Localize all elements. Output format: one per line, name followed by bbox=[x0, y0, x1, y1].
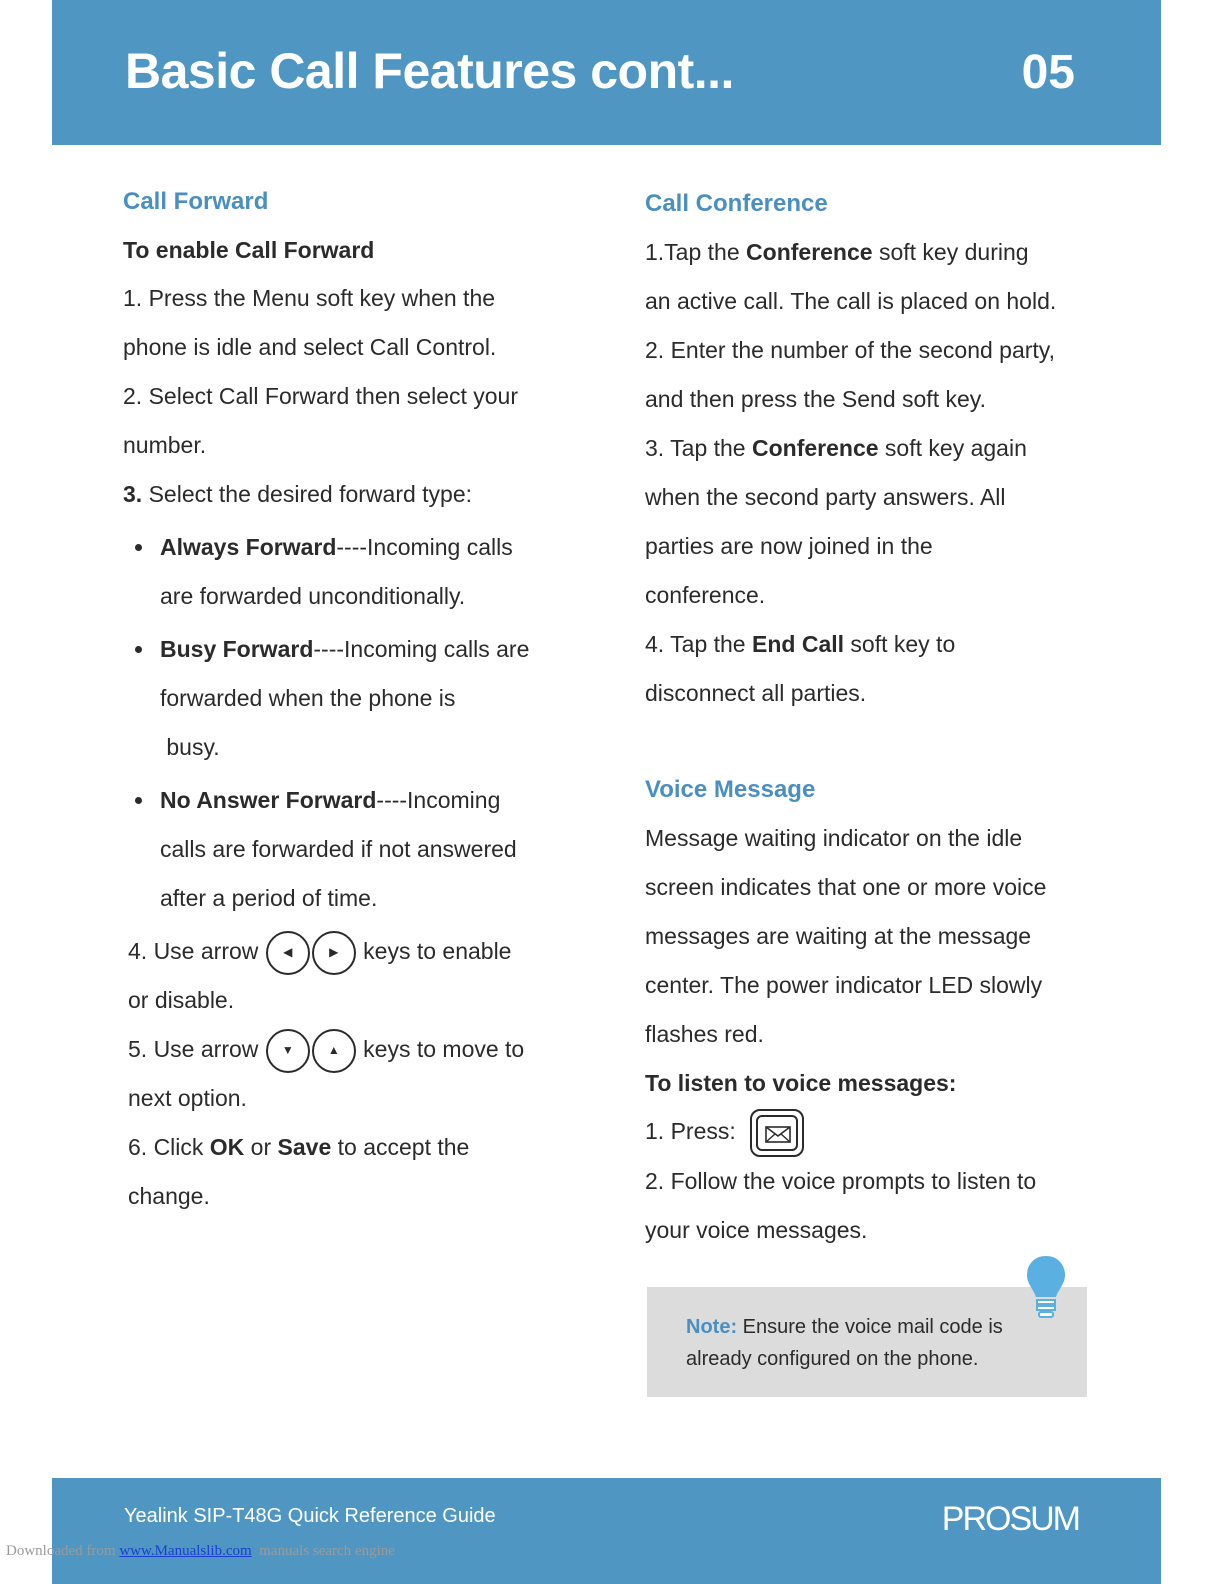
bullet-text: ----Incoming calls are bbox=[313, 636, 530, 662]
bullet-label: Busy Forward bbox=[160, 636, 314, 662]
step-text-span: or bbox=[244, 1134, 278, 1160]
envelope-icon bbox=[760, 1119, 796, 1149]
download-watermark bbox=[6, 1543, 395, 1560]
left-arrow-key-icon: ◀ bbox=[266, 931, 310, 975]
voice-message-title: Voice Message bbox=[645, 776, 816, 803]
conference-label: Conference bbox=[746, 239, 873, 265]
step-text: your voice messages. bbox=[645, 1216, 868, 1243]
call-conference-title: Call Conference bbox=[645, 190, 828, 217]
bullet-item bbox=[123, 625, 583, 772]
lightbulb-icon bbox=[1023, 1253, 1069, 1325]
step-text bbox=[123, 927, 583, 976]
bullet-text: ----Incoming bbox=[376, 787, 501, 813]
save-label: Save bbox=[277, 1134, 332, 1160]
bullet-label: No Answer Forward bbox=[160, 787, 377, 813]
right-arrow-key-icon: ▶ bbox=[312, 931, 356, 975]
step-text-span: soft key to bbox=[844, 631, 956, 657]
down-arrow-key-icon: ▼ bbox=[266, 1029, 310, 1073]
step-text: when the second party answers. All bbox=[645, 484, 1006, 510]
ok-label: OK bbox=[209, 1134, 245, 1160]
listen-voice-messages-heading: To listen to voice messages: bbox=[645, 1070, 957, 1096]
step-text: 2. Follow the voice prompts to listen to bbox=[645, 1167, 1037, 1194]
bullet-dot-icon bbox=[135, 544, 142, 551]
watermark-prefix: Downloaded from bbox=[6, 1543, 120, 1559]
bullet-text: calls are forwarded if not answered bbox=[160, 836, 517, 862]
step-text: number. bbox=[123, 432, 207, 458]
step-text-span: to accept the bbox=[331, 1134, 470, 1160]
step-text: change. bbox=[128, 1183, 210, 1209]
step-text-span: soft key again bbox=[878, 435, 1027, 461]
bullet-text: ----Incoming calls bbox=[336, 534, 513, 560]
body-text: center. The power indicator LED slowly bbox=[645, 972, 1043, 998]
step-text bbox=[645, 228, 1105, 277]
bullet-item bbox=[123, 776, 583, 923]
step-text bbox=[645, 620, 1105, 669]
enable-call-forward-heading: To enable Call Forward bbox=[123, 237, 375, 263]
step-text bbox=[123, 1025, 583, 1074]
body-text: flashes red. bbox=[645, 1021, 764, 1047]
body-text: screen indicates that one or more voice bbox=[645, 874, 1047, 900]
step-text bbox=[645, 424, 1105, 473]
message-key-icon bbox=[750, 1109, 804, 1157]
footer-guide-title: Yealink SIP-T48G Quick Reference Guide bbox=[124, 1505, 496, 1527]
step-text: phone is idle and select Call Control. bbox=[123, 334, 497, 360]
step-text bbox=[123, 1123, 583, 1172]
bullet-text: after a period of time. bbox=[160, 885, 378, 911]
step-text: 2. Select Call Forward then select your bbox=[123, 383, 519, 409]
step-text-span: Select the desired forward type: bbox=[142, 481, 473, 507]
bullet-label: Always Forward bbox=[160, 534, 337, 560]
spacer bbox=[645, 718, 1105, 766]
bullet-dot-icon bbox=[135, 646, 142, 653]
step-text: parties are now joined in the bbox=[645, 533, 933, 559]
step-text: 1. Press the Menu soft key when the bbox=[123, 285, 496, 311]
step-text-span: 1. Press: bbox=[645, 1118, 736, 1144]
step-text: or disable. bbox=[128, 987, 235, 1013]
bullet-dot-icon bbox=[135, 797, 142, 804]
step-text bbox=[123, 470, 583, 519]
bullet-text: are forwarded unconditionally. bbox=[160, 583, 466, 609]
call-forward-section bbox=[123, 180, 583, 1221]
bullet-text: busy. bbox=[160, 734, 220, 760]
body-text: Message waiting indicator on the idle bbox=[645, 825, 1023, 851]
step-text-span: 4. Tap the bbox=[645, 631, 752, 657]
step-text: disconnect all parties. bbox=[645, 680, 867, 706]
note-text bbox=[686, 1311, 1046, 1375]
step-text-span: soft key during bbox=[872, 239, 1029, 265]
conference-label: Conference bbox=[752, 435, 879, 461]
step-text-span: 1.Tap the bbox=[645, 239, 747, 265]
page-title: Basic Call Features cont... bbox=[125, 43, 734, 99]
page-footer bbox=[52, 1478, 1161, 1584]
bullet-item bbox=[123, 523, 583, 621]
page-number: 05 bbox=[1021, 46, 1075, 99]
step-number: 3. bbox=[123, 481, 143, 507]
step-text-span: 3. Tap the bbox=[645, 435, 752, 461]
step-text: 2. Enter the number of the second party, bbox=[645, 337, 1055, 363]
call-conference-section bbox=[645, 180, 1105, 1255]
step-text: conference. bbox=[645, 582, 766, 608]
bullet-text: forwarded when the phone is bbox=[160, 685, 456, 711]
note-box bbox=[647, 1287, 1087, 1397]
step-text bbox=[645, 1107, 1105, 1157]
manualslib-link[interactable]: www.Manualslib.com bbox=[119, 1543, 252, 1559]
step-text: an active call. The call is placed on hold. bbox=[645, 288, 1057, 314]
up-arrow-key-icon: ▲ bbox=[312, 1029, 356, 1073]
end-call-label: End Call bbox=[752, 631, 845, 657]
body-text: messages are waiting at the message bbox=[645, 923, 1032, 949]
watermark-suffix: manuals search engine bbox=[251, 1543, 395, 1559]
prosum-logo: PROSUM bbox=[941, 1500, 1079, 1538]
step-text-span: 5. Use arrow bbox=[128, 1036, 259, 1062]
step-text-span: 6. Click bbox=[128, 1134, 210, 1160]
step-text: next option. bbox=[128, 1085, 247, 1111]
call-forward-title: Call Forward bbox=[123, 188, 269, 215]
note-label: Note: bbox=[686, 1316, 738, 1338]
step-text-span: keys to move to bbox=[363, 1036, 525, 1062]
page-header bbox=[52, 0, 1161, 145]
message-key-frame bbox=[756, 1115, 798, 1151]
step-text-span: keys to enable bbox=[363, 938, 512, 964]
note-body: already configured on the phone. bbox=[686, 1348, 979, 1370]
step-text: and then press the Send soft key. bbox=[645, 386, 986, 412]
step-text-span: 4. Use arrow bbox=[128, 938, 259, 964]
note-body: Ensure the voice mail code is bbox=[737, 1316, 1003, 1338]
